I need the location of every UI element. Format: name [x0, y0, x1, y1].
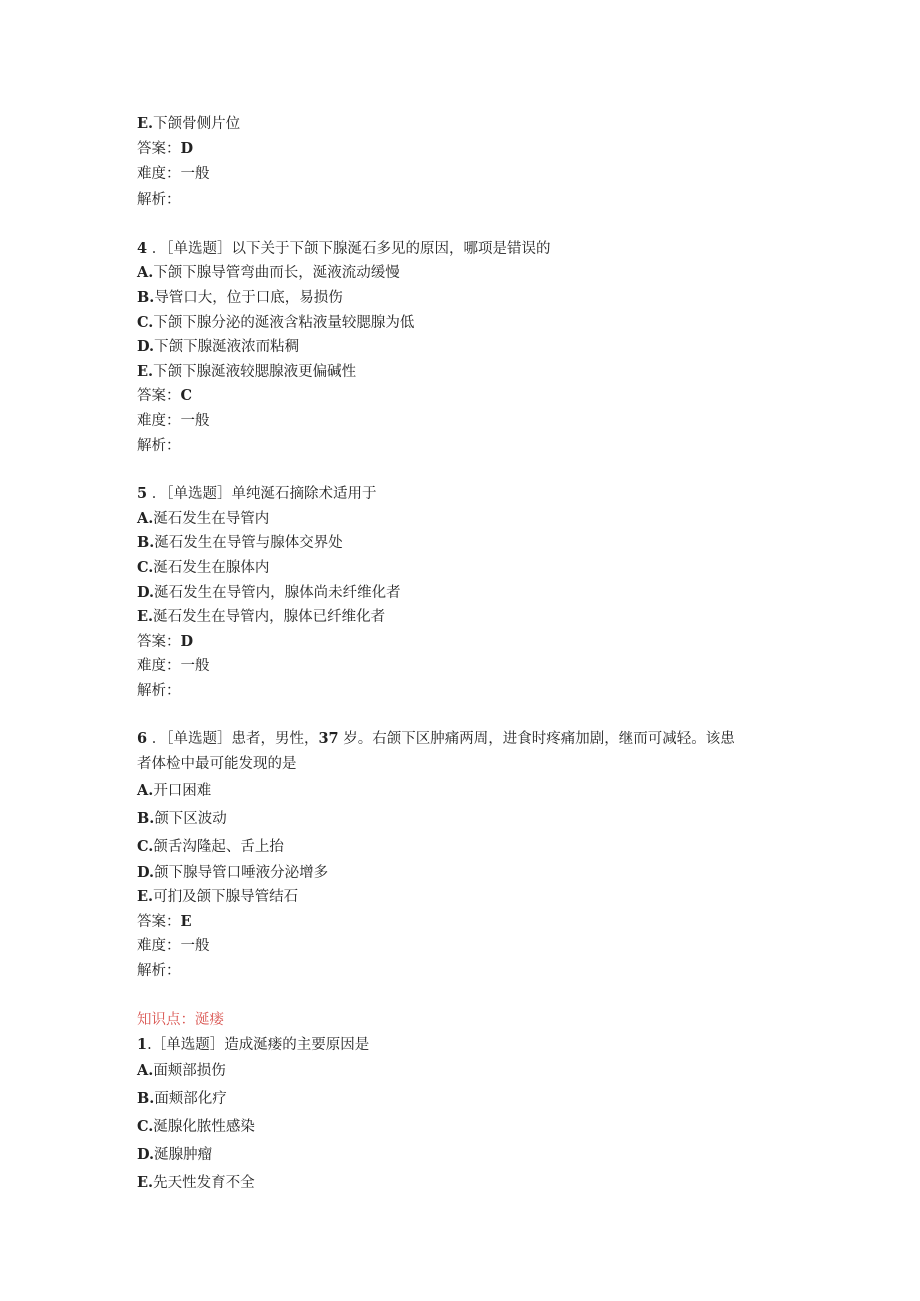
- option-a: A.开口困难: [137, 781, 212, 799]
- option-b: B.面颊部化疗: [137, 1090, 227, 1108]
- option-d: D.涎石发生在导管内，腺体尚未纤维化者: [137, 583, 401, 601]
- option-b: B.导管口大，位于口底，易损伤: [137, 288, 343, 306]
- option-e: E.下颌下腺涎液较腮腺液更偏碱性: [137, 362, 357, 380]
- question-stem-continued: 者体检中最可能发现的是: [137, 756, 297, 773]
- option-c: C.颌舌沟隆起、舌上抬: [137, 837, 284, 855]
- knowledge-point-heading: 知识点：涎瘘: [137, 1011, 224, 1028]
- question-stem: 1.［单选题］造成涎瘘的主要原因是: [137, 1035, 370, 1053]
- question-stem: 6 ．［单选题］患者，男性，37 岁。右颌下区肿痛两周，进食时疼痛加剧，继而可减轻。该患: [137, 730, 735, 748]
- option-a: A.面颊部损伤: [137, 1062, 226, 1080]
- difficulty-line: 难度：一般: [137, 658, 210, 675]
- option-e: E.下颌骨侧片位: [137, 115, 241, 132]
- option-e: E.先天性发育不全: [137, 1174, 255, 1192]
- difficulty-line: 难度：一般: [137, 412, 210, 429]
- question-stem: 5 ．［单选题］单纯涎石摘除术适用于: [137, 485, 377, 503]
- analysis-line: 解析：: [137, 682, 181, 699]
- option-d: D.涎腺肿瘤: [137, 1146, 213, 1164]
- option-e: E.涎石发生在导管内，腺体已纤维化者: [137, 608, 386, 626]
- option-a: A.涎石发生在导管内: [137, 509, 270, 527]
- option-c: C.涎腺化脓性感染: [137, 1118, 255, 1136]
- option-d: D.下颌下腺涎液浓而粘稠: [137, 338, 300, 356]
- answer-line: 答案：D: [137, 632, 194, 650]
- answer-line: 答案：C: [137, 387, 193, 405]
- option-c: C.下颌下腺分泌的涎液含粘液量较腮腺为低: [137, 313, 415, 331]
- option-b: B.颌下区波动: [137, 809, 227, 827]
- analysis-line: 解析：: [137, 192, 181, 209]
- difficulty-line: 难度：一般: [137, 938, 210, 955]
- analysis-line: 解析：: [137, 437, 181, 454]
- option-d: D.颌下腺导管口唾液分泌增多: [137, 863, 329, 881]
- document-page: [137, 112, 797, 1197]
- option-c: C.涎石发生在腺体内: [137, 558, 270, 576]
- answer-line: 答案：D: [137, 139, 194, 157]
- option-e: E.可扪及颌下腺导管结石: [137, 888, 299, 906]
- question-stem: 4 ．［单选题］以下关于下颌下腺涎石多见的原因，哪项是错误的: [137, 239, 551, 257]
- option-b: B.涎石发生在导管与腺体交界处: [137, 534, 343, 552]
- answer-line: 答案：E: [137, 912, 192, 930]
- difficulty-line: 难度：一般: [137, 166, 210, 183]
- analysis-line: 解析：: [137, 963, 181, 980]
- option-a: A.下颌下腺导管弯曲而长，涎液流动缓慢: [137, 264, 400, 282]
